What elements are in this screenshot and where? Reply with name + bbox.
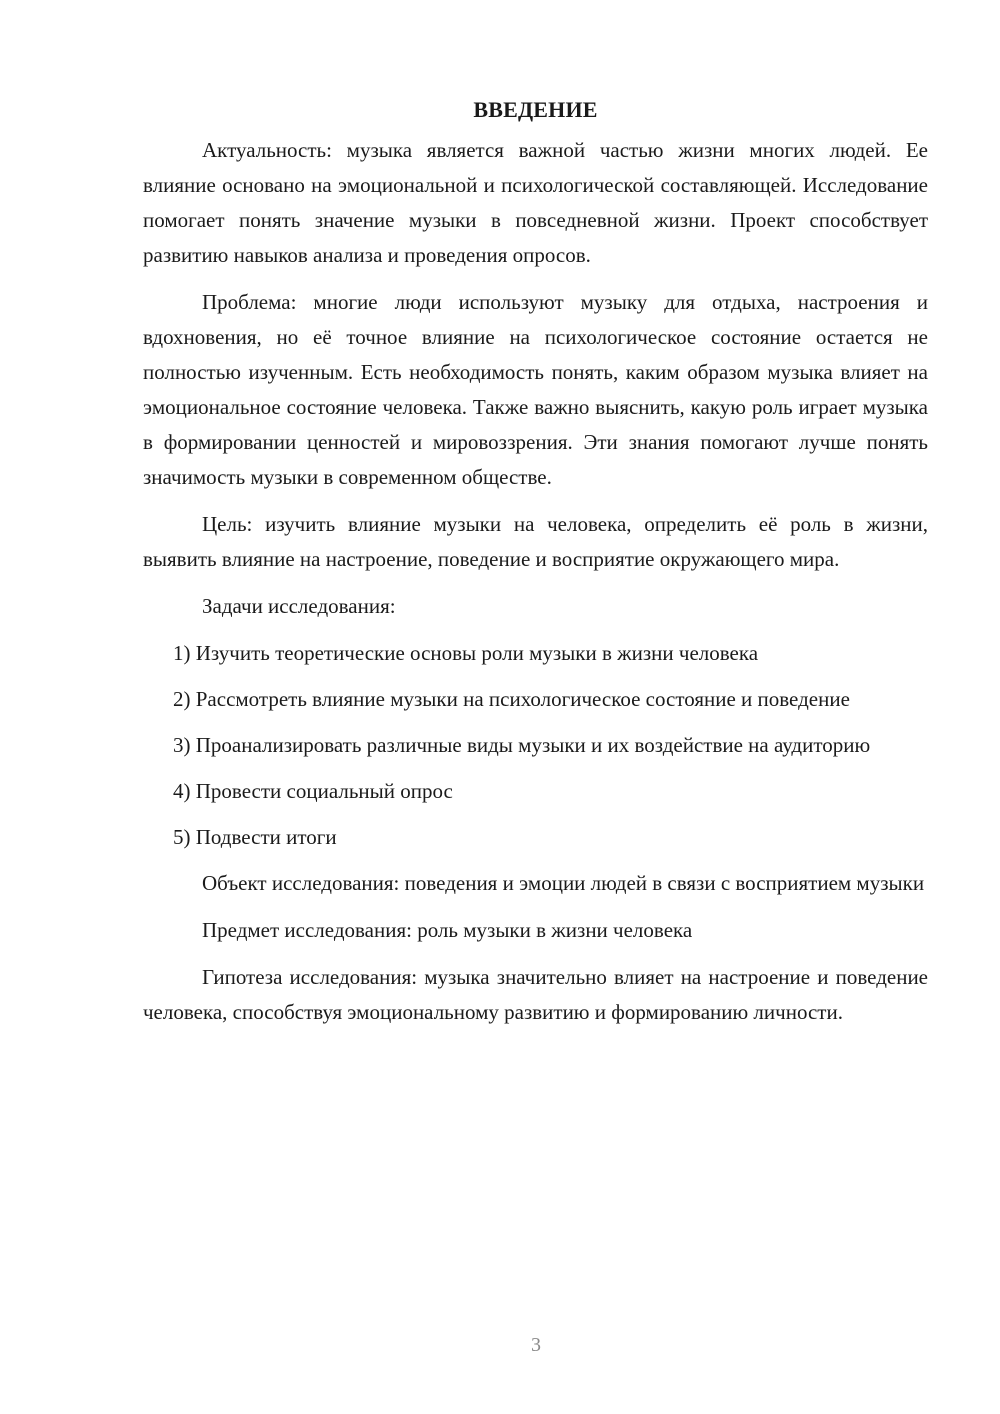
hypothesis-paragraph: Гипотеза исследования: музыка значительно влияет на настроение и поведение человека, способствуя эмоциональному развитию и формированию личности.	[143, 965, 928, 1024]
page-body	[143, 92, 928, 1042]
page-number: 3	[531, 1334, 541, 1356]
relevance-paragraph: Актуальность: музыка является важной частью жизни многих людей. Ее влияние основано на эмоциональной и психологической составляющей. Исследование помогает понять значение музыки в повседневной жизни. Проект способствует развитию навыков анализа и проведения опросов.	[143, 138, 928, 267]
goal-paragraph: Цель: изучить влияние музыки на человека, определить её роль в жизни, выявить влияние на настроение, поведение и восприятие окружающего мира.	[143, 512, 928, 571]
problem-paragraph: Проблема: многие люди используют музыку для отдыха, настроения и вдохновения, но её точное влияние на психологическое состояние остается не полностью изученным. Есть необходимость понять, каким образом музыка влияет на эмоциональное состояние человека. Также важно выяснить, какую роль играет музыка в формировании ценностей и мировоззрения. Эти знания помогают лучше понять значимость музыки в современном обществе.	[143, 290, 928, 489]
task-item: 2) Рассмотреть влияние музыки на психологическое состояние и поведение	[173, 687, 850, 711]
tasks-intro: Задачи исследования:	[202, 594, 396, 618]
object-paragraph: Объект исследования: поведения и эмоции людей в связи с восприятием музыки	[202, 871, 925, 895]
task-item: 1) Изучить теоретические основы роли музыки в жизни человека	[173, 641, 759, 665]
task-item: 3) Проанализировать различные виды музыки и их воздействие на аудиторию	[173, 733, 871, 757]
task-item: 4) Провести социальный опрос	[173, 779, 453, 803]
task-item: 5) Подвести итоги	[173, 825, 337, 849]
section-heading: ВВЕДЕНИЕ	[473, 97, 598, 122]
subject-paragraph: Предмет исследования: роль музыки в жизни человека	[202, 918, 693, 942]
